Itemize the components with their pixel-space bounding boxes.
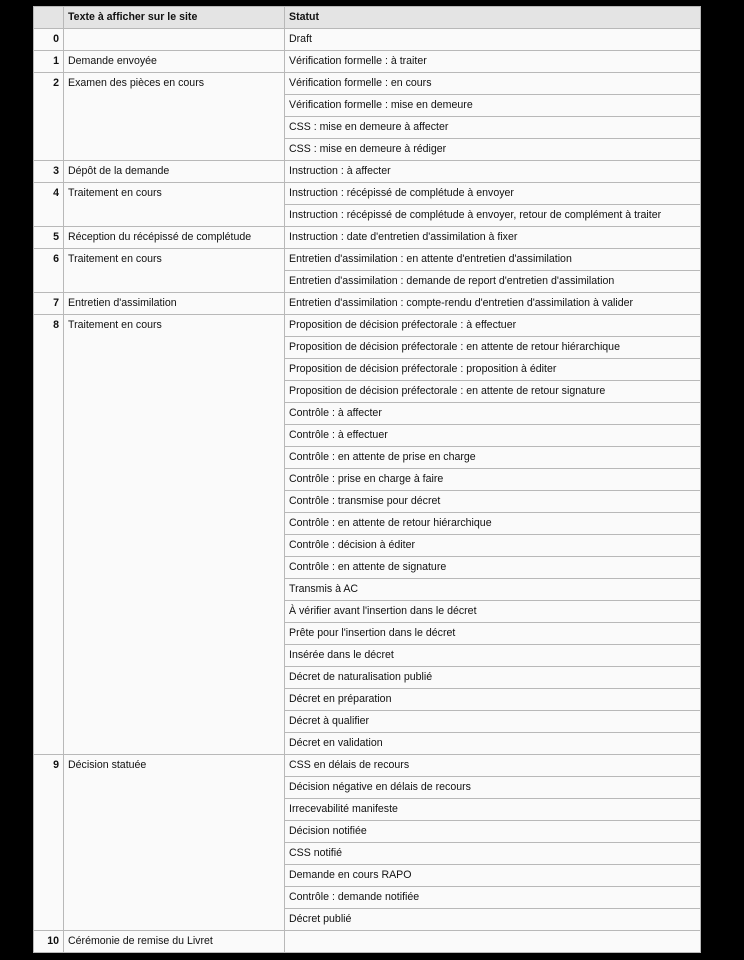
- status-cell: Décret de naturalisation publié: [285, 667, 701, 689]
- step-index: 8: [34, 315, 64, 755]
- status-cell: Décret publié: [285, 909, 701, 931]
- site-text-cell: Entretien d'assimilation: [64, 293, 285, 315]
- site-text-cell: Décision statuée: [64, 755, 285, 931]
- status-cell: Instruction : récépissé de complétude à envoyer, retour de complément à traiter: [285, 205, 701, 227]
- status-cell: Vérification formelle : à traiter: [285, 51, 701, 73]
- step-index: 9: [34, 755, 64, 931]
- step-index: 10: [34, 931, 64, 953]
- status-cell: Contrôle : transmise pour décret: [285, 491, 701, 513]
- status-cell: Proposition de décision préfectorale : à effectuer: [285, 315, 701, 337]
- status-cell: Instruction : récépissé de complétude à envoyer: [285, 183, 701, 205]
- status-cell: Irrecevabilité manifeste: [285, 799, 701, 821]
- site-text-cell: [64, 29, 285, 51]
- status-cell: CSS : mise en demeure à affecter: [285, 117, 701, 139]
- status-cell: Vérification formelle : mise en demeure: [285, 95, 701, 117]
- step-index: 5: [34, 227, 64, 249]
- status-cell: Vérification formelle : en cours: [285, 73, 701, 95]
- table-row: [34, 161, 701, 183]
- status-cell: Décision négative en délais de recours: [285, 777, 701, 799]
- site-text-cell: Demande envoyée: [64, 51, 285, 73]
- table-row: [34, 249, 701, 271]
- status-cell: CSS : mise en demeure à rédiger: [285, 139, 701, 161]
- table-row: [34, 29, 701, 51]
- step-index: 4: [34, 183, 64, 227]
- status-cell: Proposition de décision préfectorale : en attente de retour signature: [285, 381, 701, 403]
- status-cell: Insérée dans le décret: [285, 645, 701, 667]
- table-row: [34, 183, 701, 205]
- step-index: 6: [34, 249, 64, 293]
- step-index: 3: [34, 161, 64, 183]
- table-row: [34, 293, 701, 315]
- status-cell: Contrôle : en attente de retour hiérarchique: [285, 513, 701, 535]
- site-text-cell: Réception du récépissé de complétude: [64, 227, 285, 249]
- status-cell: Décision notifiée: [285, 821, 701, 843]
- status-cell: Entretien d'assimilation : compte-rendu d'entretien d'assimilation à valider: [285, 293, 701, 315]
- status-cell: À vérifier avant l'insertion dans le décret: [285, 601, 701, 623]
- table-row: [34, 73, 701, 95]
- status-cell: Draft: [285, 29, 701, 51]
- status-cell: Contrôle : à effectuer: [285, 425, 701, 447]
- status-cell: Transmis à AC: [285, 579, 701, 601]
- table-body: [34, 29, 701, 953]
- status-cell: Entretien d'assimilation : demande de report d'entretien d'assimilation: [285, 271, 701, 293]
- status-cell: Contrôle : en attente de signature: [285, 557, 701, 579]
- table-row: [34, 51, 701, 73]
- header-status: Statut: [285, 7, 701, 29]
- status-cell: Contrôle : décision à éditer: [285, 535, 701, 557]
- status-table-sheet: [33, 6, 700, 952]
- status-table: [33, 6, 701, 953]
- status-cell: Décret à qualifier: [285, 711, 701, 733]
- step-index: 1: [34, 51, 64, 73]
- status-cell: Contrôle : prise en charge à faire: [285, 469, 701, 491]
- status-cell: Demande en cours RAPO: [285, 865, 701, 887]
- table-row: [34, 227, 701, 249]
- site-text-cell: Traitement en cours: [64, 183, 285, 227]
- status-cell: Proposition de décision préfectorale : en attente de retour hiérarchique: [285, 337, 701, 359]
- status-cell: Contrôle : à affecter: [285, 403, 701, 425]
- table-row: [34, 755, 701, 777]
- status-cell: Instruction : date d'entretien d'assimilation à fixer: [285, 227, 701, 249]
- header-index: [34, 7, 64, 29]
- status-cell: Contrôle : demande notifiée: [285, 887, 701, 909]
- status-cell: Prête pour l'insertion dans le décret: [285, 623, 701, 645]
- status-cell: Proposition de décision préfectorale : proposition à éditer: [285, 359, 701, 381]
- site-text-cell: Traitement en cours: [64, 315, 285, 755]
- status-cell: CSS notifié: [285, 843, 701, 865]
- step-index: 0: [34, 29, 64, 51]
- status-cell: CSS en délais de recours: [285, 755, 701, 777]
- table-row: [34, 315, 701, 337]
- status-cell: Décret en validation: [285, 733, 701, 755]
- status-cell: Décret en préparation: [285, 689, 701, 711]
- status-cell: Entretien d'assimilation : en attente d'entretien d'assimilation: [285, 249, 701, 271]
- site-text-cell: Cérémonie de remise du Livret: [64, 931, 285, 953]
- site-text-cell: Dépôt de la demande: [64, 161, 285, 183]
- status-cell: Contrôle : en attente de prise en charge: [285, 447, 701, 469]
- header-site-text: Texte à afficher sur le site: [64, 7, 285, 29]
- table-row: [34, 931, 701, 953]
- step-index: 7: [34, 293, 64, 315]
- step-index: 2: [34, 73, 64, 161]
- status-cell: [285, 931, 701, 953]
- table-header-row: [34, 7, 701, 29]
- site-text-cell: Examen des pièces en cours: [64, 73, 285, 161]
- site-text-cell: Traitement en cours: [64, 249, 285, 293]
- status-cell: Instruction : à affecter: [285, 161, 701, 183]
